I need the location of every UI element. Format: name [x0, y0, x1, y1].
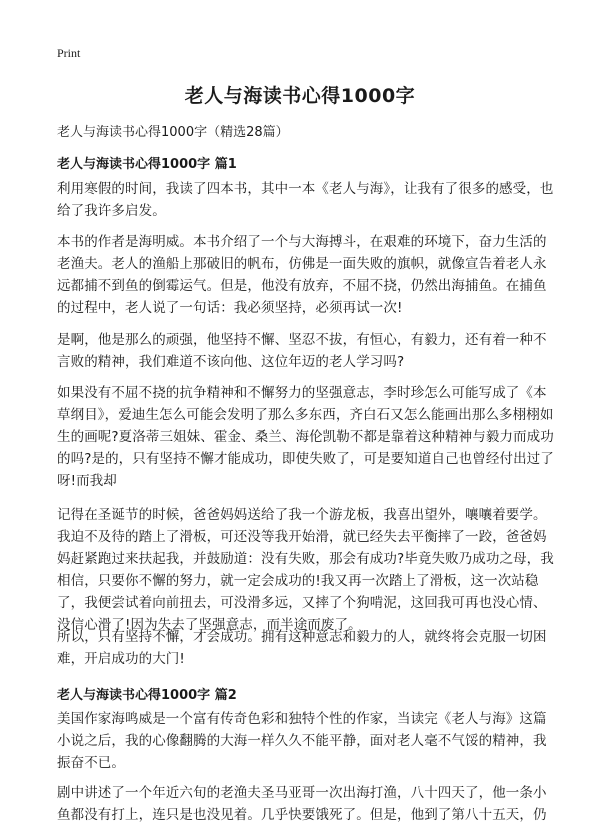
paragraph: 记得在圣诞节的时候，爸爸妈妈送给了我一个游龙板，我喜出望外，嚷嚷着要学。我迫不及待的踏上了滑板，可还没等我开始滑，就已经失去平衡摔了一跤，爸爸妈妈赶紧跑过来扶起我，并鼓励道：没有失败，那会有成功?毕竟失败乃成功之母，我相信，只要你不懈的努力，就一定会成功的!我又再一次踏上了滑板，这一次站稳了，我便尝试着向前扭去，可没滑多远，又摔了个狗啃泥，这回我可再也没心情、没信心滑了!因为失去了坚强意志，而半途而废了。 [57, 507, 554, 633]
section-heading-2: 老人与海读书心得1000字 篇2 [57, 688, 237, 703]
paragraph: 利用寒假的时间，我读了四本书，其中一本《老人与海》，让我有了很多的感受，也给了我许多启发。 [57, 181, 554, 219]
paragraph: 如果没有不屈不挠的抗争精神和不懈努力的坚强意志，李时珍怎么可能写成了《本草纲目》，爱迪生怎么可能会发明了那么多东西，齐白石又怎么能画出那么多栩栩如生的画呢?夏洛蒂三姐妹、霍金、桑兰、海伦凯勒不都是靠着这种精神与毅力而成功的吗?是的，只有坚持不懈才能成功，即使失败了，可是要知道自己也曾经付出过了呀!而我却 [57, 385, 554, 489]
print-link[interactable]: Print [57, 46, 81, 60]
section-heading-1: 老人与海读书心得1000字 篇1 [57, 157, 237, 172]
paragraph: 本书的作者是海明威。本书介绍了一个与大海搏斗，在艰难的环境下，奋力生活的老渔夫。老人的渔船上那破旧的帆布，仿佛是一面失败的旗帜，就像宣告着老人永远都捕不到鱼的倒霉运气。但是，他没有放弃，不屈不挠，仍然出海捕鱼。在捕鱼的过程中，老人说了一句话：我必须坚持，必须再试一次! [57, 234, 547, 316]
paragraph: 所以，只有坚持不懈，才会成功。拥有这种意志和毅力的人，就终将会克服一切困难，开启成功的大门! [57, 629, 547, 667]
subtitle: 老人与海读书心得1000字（精选28篇） [57, 125, 289, 140]
paragraph: 是啊，他是那么的顽强，他坚持不懈、坚忍不拔，有恒心，有毅力，还有着一种不言败的精神，我们难道不该向他、这位年迈的老人学习吗? [57, 332, 547, 370]
page-title: 老人与海读书心得1000字 [184, 85, 416, 107]
paragraph: 美国作家海鸣威是一个富有传奇色彩和独特个性的作家，当读完《老人与海》这篇小说之后，我的心像翻腾的大海一样久久不能平静，面对老人毫不气馁的精神，我振奋不已。 [57, 711, 547, 771]
paragraph: 剧中讲述了一个年近六旬的老渔夫圣马亚哥一次出海打渔，八十四天了，他一条小鱼都没有打上，连只是也没见着。几乎快要饿死了。但是，他到了第八十五天，仍 [57, 785, 547, 823]
